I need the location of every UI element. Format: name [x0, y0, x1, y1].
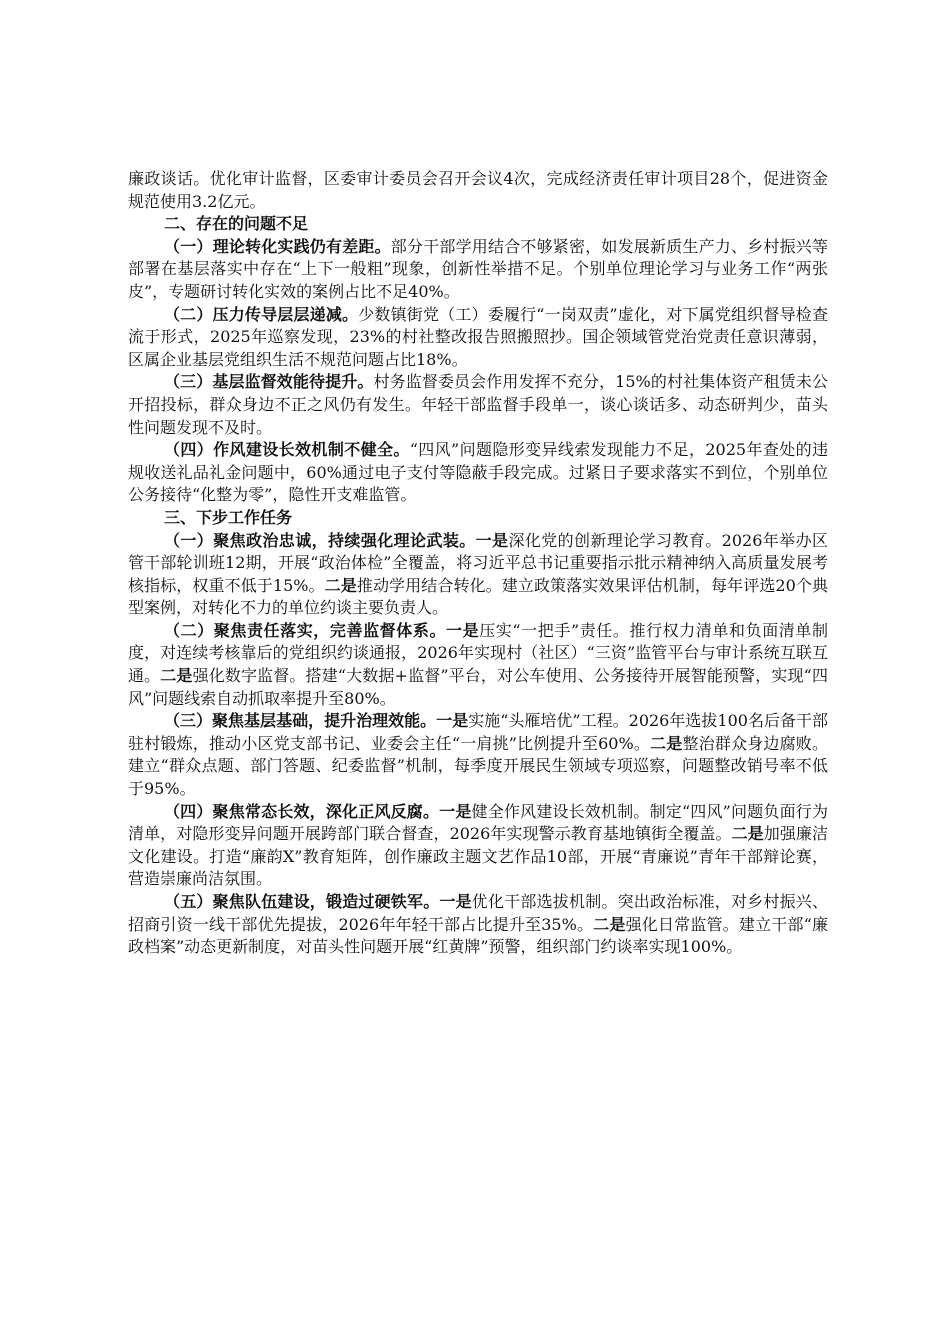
- heading-text: 三、下步工作任务: [164, 507, 293, 527]
- text-run: 少数镇街党（工）委履行“一岗双责”虚化，对下属党组织督导检查流于形式，2025年巡察发现，23%的村社整改报告照搬照抄。国企领域管党治党责任意识薄弱，区属企业基层党组织生活不规范问题占比18%。: [128, 304, 828, 369]
- subheading-text: （一）聚焦政治忠诚，持续强化理论武装。一是: [164, 530, 509, 550]
- text-run: 强化数字监督。搭建“大数据+监督”平台，对公车使用、公务接待开展智能预警，实现“四风”问题线索自动抓取率提升至80%。: [128, 666, 828, 708]
- text-run: 深化党的创新理论学习教育。2026年举办区管干部轮训班12期，开展“政治体检”全覆盖，将习近平总书记重要指示批示精神纳入高质量发展考核指标，权重不低于15%。: [128, 530, 828, 595]
- subheading-text: （四）聚焦常态长效，深化正风反腐。一是: [164, 801, 472, 821]
- emphasis-text: 二是: [160, 666, 193, 686]
- text-run: 部分干部学用结合不够紧密，如发展新质生产力、乡村振兴等部署在基层落实中存在“上下一般粗”现象，创新性举措不足。个别单位理论学习与业务工作“两张皮”，专题研讨转化实效的案例占比不足40%。: [128, 236, 828, 301]
- section-heading-problems: [128, 213, 828, 236]
- text-run: 加强廉洁文化建设。打造“廉韵X”教育矩阵，创作廉政主题文艺作品10部，开展“青廉说”青年干部辩论赛，营造崇廉尚洁氛围。: [128, 824, 828, 889]
- paragraph-task-4: [128, 801, 828, 891]
- subheading-text: （三）聚焦基层基础，提升治理效能。一是: [164, 711, 469, 731]
- paragraph-problem-1: [128, 236, 828, 304]
- subheading-text: （五）聚焦队伍建设，锻造过硬铁军。一是: [164, 892, 472, 911]
- text-run: “四风”问题隐形变异线索发现能力不足，2025年查处的违规收送礼品礼金问题中，60%通过电子支付等隐蔽手段完成。过紧日子要求落实不到位，个别单位公务接待“化整为零”，隐性开支难监管。: [128, 440, 828, 505]
- subheading-text: （二）聚焦责任落实，完善监督体系。一是: [164, 620, 480, 640]
- emphasis-text: 二是: [593, 914, 626, 934]
- paragraph-task-1: [128, 530, 828, 620]
- text-run: 实施“头雁培优”工程。2026年选拔100名后备干部驻村锻炼，推动小区党支部书记、业委会主任“一肩挑”比例提升至60%。: [128, 711, 828, 753]
- emphasis-text: 二是: [731, 824, 764, 844]
- emphasis-text: 二是: [650, 733, 683, 753]
- section-heading-tasks: [128, 507, 828, 530]
- heading-text: 二、存在的问题不足: [164, 214, 309, 234]
- document-body: [128, 168, 828, 959]
- text-run: 村务监督委员会作用发挥不充分，15%的村社集体资产租赁未公开招投标，群众身边不正之风仍有发生。年轻干部监督手段单一，谈心谈话多、动态研判少，苗头性问题发现不及时。: [128, 372, 828, 437]
- subheading-text: （二）压力传导层层递减。: [164, 304, 359, 324]
- paragraph-problem-4: [128, 439, 828, 507]
- text-run: 推动学用结合转化。建立政策落实效果评估机制，每年评选20个典型案例，对转化不力的单位约谈主要负责人。: [128, 575, 828, 618]
- text-run: 健全作风建设长效机制。制定“四风”问题负面行为清单，对隐形变异问题开展跨部门联合督查，2026年实现警示教育基地镇街全覆盖。: [128, 801, 828, 844]
- paragraph-task-5: [128, 891, 828, 959]
- text-run: 强化日常监管。建立干部“廉政档案”动态更新制度，对苗头性问题开展“红黄牌”预警，组织部门约谈率实现100%。: [128, 914, 828, 957]
- emphasis-text: 二是: [324, 575, 357, 595]
- paragraph-problem-3: [128, 371, 828, 439]
- paragraph-intro-audit: [128, 168, 828, 213]
- text-run: 整治群众身边腐败。建立“群众点题、部门答题、纪委监督”机制，每季度开展民生领域专项巡察，问题整改销号率不低于95%。: [128, 733, 828, 799]
- text-run: 廉政谈话。优化审计监督，区委审计委员会召开会议4次，完成经济责任审计项目28个，促进资金规范使用3.2亿元。: [128, 169, 828, 211]
- paragraph-task-3: [128, 710, 828, 800]
- text-run: 优化干部选拔机制。突出政治标准，对乡村振兴、招商引资一线干部优先提拔，2026年年轻干部占比提升至35%。: [128, 892, 828, 934]
- subheading-text: （一）理论转化实践仍有差距。: [164, 236, 391, 256]
- subheading-text: （三）基层监督效能待提升。: [164, 372, 374, 392]
- paragraph-problem-2: [128, 304, 828, 372]
- subheading-text: （四）作风建设长效机制不健全。: [164, 440, 410, 460]
- text-run: 压实“一把手”责任。推行权力清单和负面清单制度，对连续考核靠后的党组织约谈通报，2026年实现村（社区）“三资”监管平台与审计系统互联互通。: [128, 620, 828, 686]
- paragraph-task-2: [128, 620, 828, 710]
